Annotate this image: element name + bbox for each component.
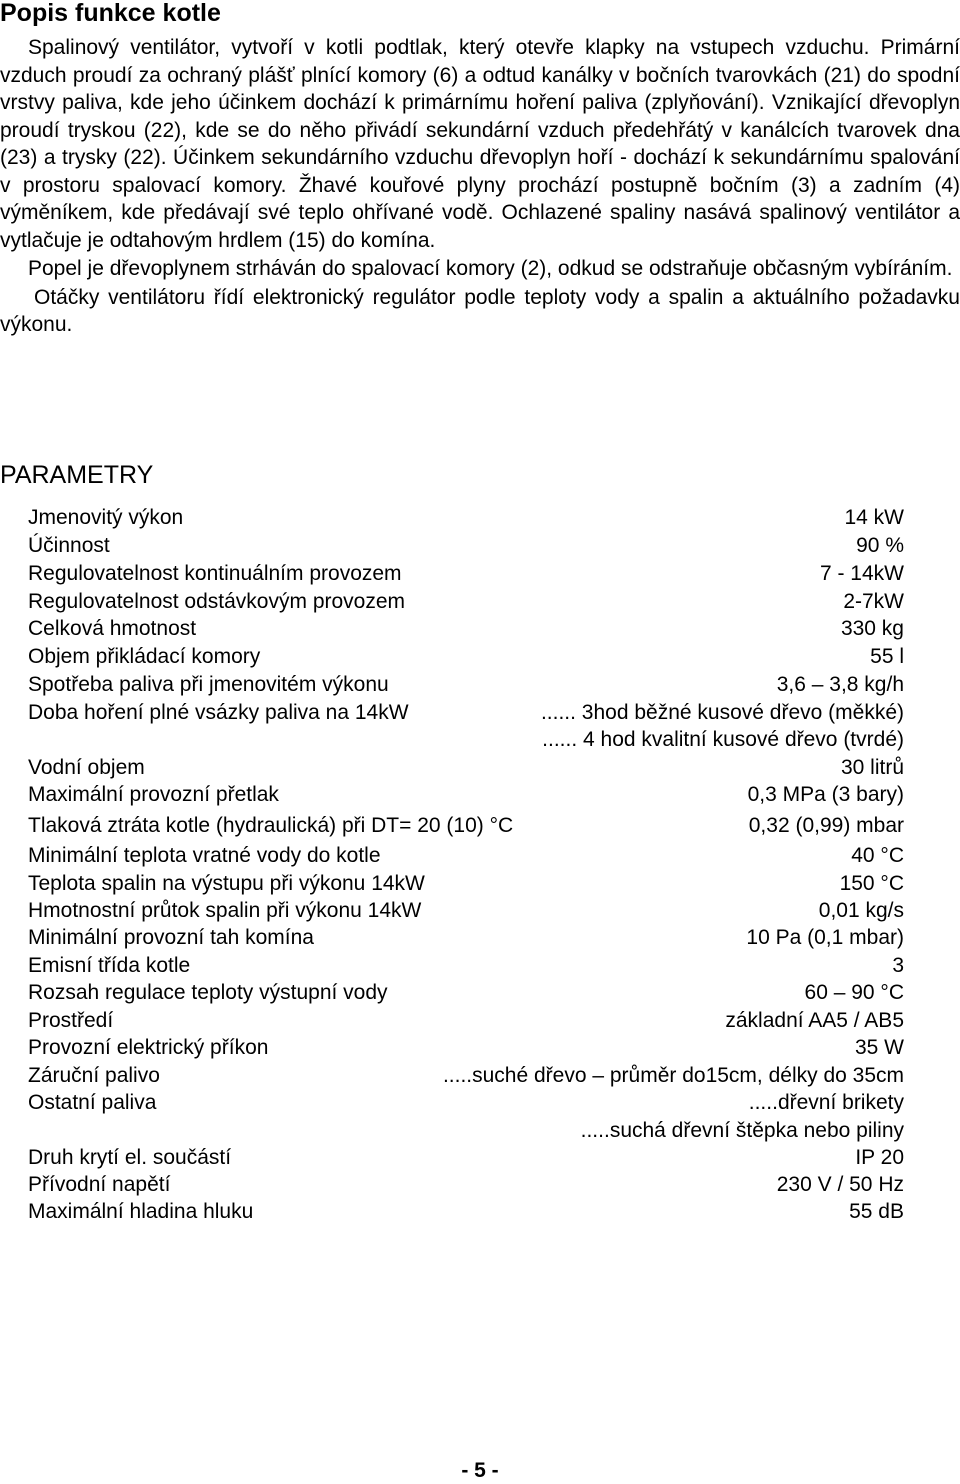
- param-label: Teplota spalin na výstupu při výkonu 14kW: [28, 872, 425, 895]
- param-row: [28, 924, 904, 951]
- param-label: Přívodní napětí: [28, 1173, 171, 1196]
- param-row: [28, 979, 904, 1006]
- section-title: Popis funkce kotle: [0, 0, 221, 27]
- param-label: Druh krytí el. součástí: [28, 1146, 232, 1169]
- param-value: .....suchá dřevní štěpka nebo piliny: [580, 1119, 904, 1142]
- param-row: [28, 560, 904, 587]
- param-value: 90 %: [856, 534, 904, 557]
- param-label: Regulovatelnost odstávkovým provozem: [28, 590, 406, 613]
- param-label: Objem přikládací komory: [28, 645, 261, 668]
- param-row: [28, 1062, 904, 1089]
- page-number: - 5 -: [461, 1459, 499, 1482]
- param-row: [28, 754, 904, 781]
- param-value: 230 V / 50 Hz: [776, 1173, 904, 1196]
- paragraph-ash: Popel je dřevoplynem strháván do spalovací komory (2), odkud se odstraňuje občasným vybíráním.: [28, 257, 953, 280]
- param-row: [28, 897, 904, 924]
- parameters-heading: PARAMETRY: [0, 461, 154, 489]
- param-value: ...... 4 hod kvalitní kusové dřevo (tvrdé): [542, 728, 904, 751]
- param-value: .....dřevní brikety: [748, 1091, 904, 1114]
- param-row: [28, 781, 904, 808]
- param-label: Rozsah regulace teploty výstupní vody: [28, 981, 388, 1004]
- param-value: 0,3 MPa (3 bary): [747, 783, 904, 806]
- param-label: Spotřeba paliva při jmenovitém výkonu: [28, 673, 389, 696]
- param-value: 60 – 90 °C: [804, 981, 904, 1004]
- param-label: Celková hmotnost: [28, 617, 197, 640]
- param-label: Účinnost: [28, 534, 110, 557]
- param-value: 30 litrů: [840, 756, 904, 779]
- param-label: Maximální provozní přetlak: [28, 783, 279, 806]
- param-row: [28, 1007, 904, 1034]
- param-label: Regulovatelnost kontinuálním provozem: [28, 562, 402, 585]
- param-value: 10 Pa (0,1 mbar): [746, 926, 904, 949]
- param-row: [28, 504, 904, 531]
- param-row: [28, 842, 904, 869]
- param-value: .....suché dřevo – průměr do15cm, délky do 35cm: [442, 1064, 904, 1087]
- param-label: Maximální hladina hluku: [28, 1200, 254, 1223]
- param-value: 55 l: [870, 645, 904, 668]
- param-row: [28, 1171, 904, 1198]
- param-value: 3,6 – 3,8 kg/h: [776, 673, 904, 696]
- param-value: ...... 3hod běžné kusové dřevo (měkké): [540, 701, 904, 724]
- param-value: 3: [892, 954, 904, 977]
- param-label: Jmenovitý výkon: [28, 506, 184, 529]
- param-value: 55 dB: [849, 1200, 904, 1223]
- param-row: [28, 870, 904, 897]
- param-row: [28, 726, 904, 753]
- paragraph-fan-control: Otáčky ventilátoru řídí elektronický regulátor podle teploty vody a spalin a aktuálního požadavku výkonu.: [0, 285, 960, 336]
- param-value: základní AA5 / AB5: [725, 1009, 904, 1032]
- param-label: Vodní objem: [28, 756, 145, 779]
- param-row: [28, 532, 904, 559]
- param-value: 14 kW: [844, 506, 904, 529]
- param-label: Prostředí: [28, 1009, 114, 1032]
- param-label: Tlaková ztráta kotle (hydraulická) při DT= 20 (10) °C: [28, 814, 514, 837]
- param-label: Hmotnostní průtok spalin při výkonu 14kW: [28, 899, 422, 922]
- param-label: Minimální teplota vratné vody do kotle: [28, 844, 381, 867]
- param-label: Záruční palivo: [28, 1064, 160, 1087]
- param-label: Ostatní paliva: [28, 1091, 157, 1114]
- param-row: [28, 615, 904, 642]
- param-row: [28, 699, 904, 726]
- param-value: 330 kg: [840, 617, 904, 640]
- paragraph-operation: Spalinový ventilátor, vytvoří v kotli podtlak, který otevře klapky na vstupech vzduchu. Primární vzduch proudí za ochraný plášť plnící komory (6) a odtud kanálky v bočních tvarovkách (21) do spodní vrstvy paliva, kde jeho účinkem dochází k primárnímu hoření paliva (zplyňování). Vznikající dřevoplyn proudí tryskou (22), kde se do něho přivádí sekundární vzduch předehřátý v kanálcích tvarovek dna (23) a trysky (22). Účinkem sekundárního vzduchu dřevoplyn hoří - dochází k sekundárnímu spalování v prostoru spalovací komory. Žhavé kouřové plyny prochází postupně bočním (3) a zadním (4) výměníkem, kde předávají své teplo ohřívané vodě. Ochlazené spaliny nasává spalinový ventilátor a vytlačuje je odtahovým hrdlem (15) do komína.: [0, 36, 960, 252]
- description-text: [0, 34, 960, 339]
- param-value: 0,32 (0,99) mbar: [748, 814, 904, 837]
- param-label: Provozní elektrický příkon: [28, 1036, 269, 1059]
- param-label: Doba hoření plné vsázky paliva na 14kW: [28, 701, 409, 724]
- param-label: Emisní třída kotle: [28, 954, 191, 977]
- param-value: 7 - 14kW: [819, 562, 904, 585]
- param-row: [28, 812, 904, 839]
- param-row: [28, 1034, 904, 1061]
- param-row: [28, 1144, 904, 1171]
- param-value: 2-7kW: [843, 590, 904, 613]
- param-value: 150 °C: [839, 872, 904, 895]
- param-value: 35 W: [854, 1036, 904, 1059]
- param-row: [28, 588, 904, 615]
- param-label: Minimální provozní tah komína: [28, 926, 314, 949]
- param-value: 40 °C: [851, 844, 904, 867]
- param-value: IP 20: [855, 1146, 904, 1169]
- param-row: [28, 1089, 904, 1116]
- param-value: 0,01 kg/s: [818, 899, 904, 922]
- param-row: [28, 1117, 904, 1144]
- param-row: [28, 643, 904, 670]
- param-row: [28, 671, 904, 698]
- param-row: [28, 1198, 904, 1225]
- param-row: [28, 952, 904, 979]
